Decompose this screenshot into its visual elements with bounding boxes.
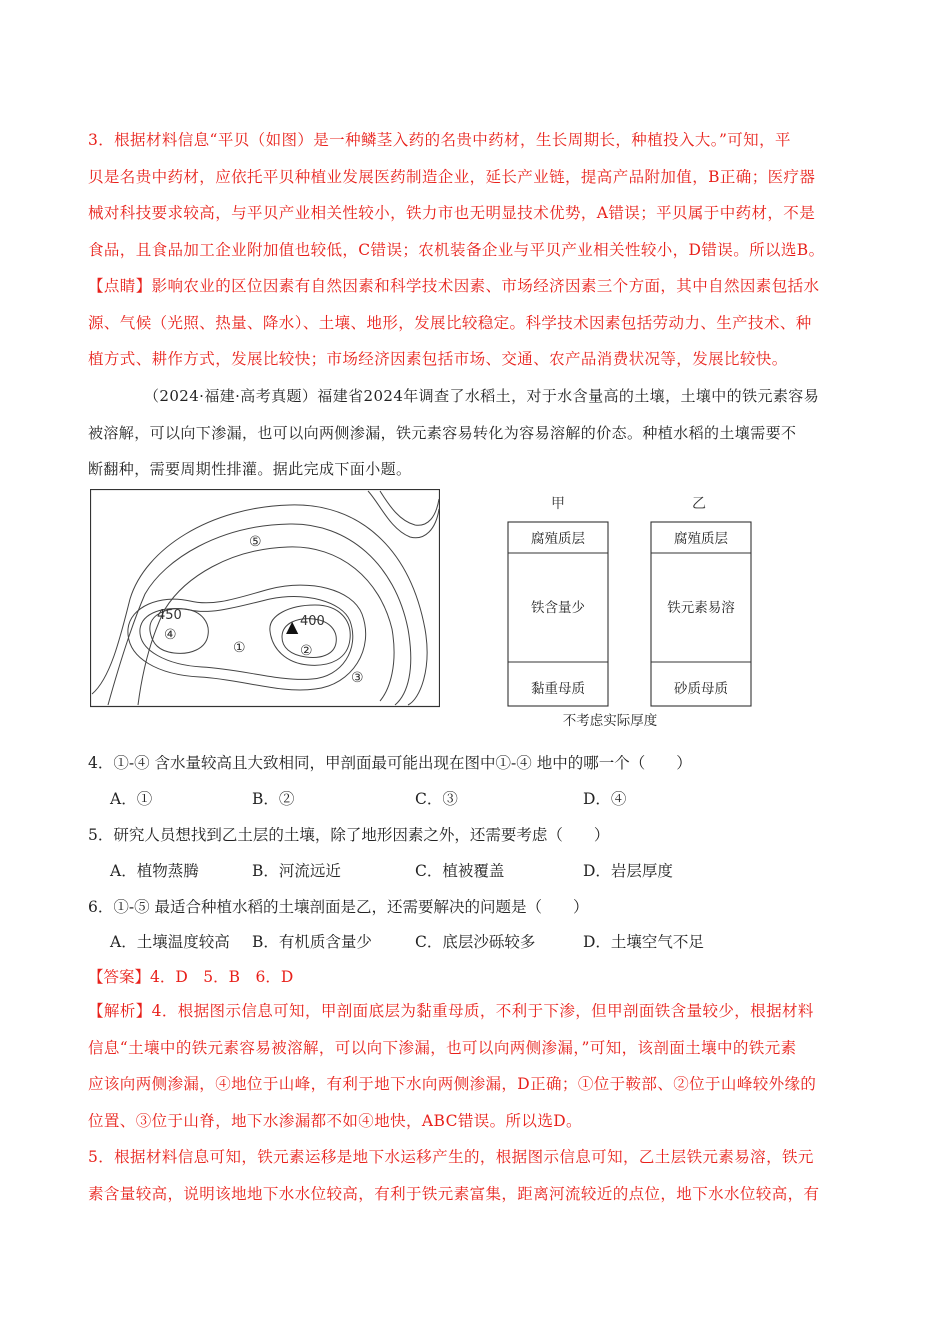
text-line: 3．根据材料信息“平贝（如图）是一种鳞茎入药的名贵中药材，生长周期长，种植投入大。”可知，平	[88, 131, 791, 149]
material-passage	[88, 378, 860, 488]
contour-map	[90, 489, 440, 709]
point-label: ⑤	[249, 534, 262, 550]
question-6-stem: 6．①-⑤ 最适合种植水稻的土壤剖面是乙，还需要解决的问题是（ ）	[88, 898, 589, 916]
text-line: 【点睛】影响农业的区位因素有自然因素和科学技术因素、市场经济因素三个方面，其中自然因素包括水	[88, 277, 820, 295]
option: B．有机质含量少	[252, 933, 372, 951]
point-label: ①	[233, 640, 246, 656]
layer-label: 腐殖质层	[674, 531, 728, 547]
text-line: 被溶解，可以向下渗漏，也可以向两侧渗漏，铁元素容易转化为容易溶解的价态。种植水稻的土壤需要不	[88, 423, 797, 442]
figure-caption: 不考虑实际厚度	[562, 713, 658, 729]
option: D．岩层厚度	[583, 862, 673, 880]
text-line: 应该向两侧渗漏，④地位于山峰，有利于地下水向两侧渗漏，D正确；①位于鞍部、②位于山峰较外缘的	[88, 1075, 817, 1093]
text-line: 【解析】4．根据图示信息可知，甲剖面底层为黏重母质，不利于下渗，但甲剖面铁含量较少，根据材料	[88, 1002, 814, 1020]
text-line: 植方式、耕作方式，发展比较快；市场经济因素包括市场、交通、农产品消费状况等，发展比较快。	[88, 350, 788, 368]
layer-label: 黏重母质	[531, 681, 585, 697]
option: B．②	[252, 790, 295, 808]
answer-line: 【答案】4．D 5．B 6．D	[88, 968, 294, 986]
elevation-label: 450	[157, 608, 182, 623]
option: C．植被覆盖	[415, 862, 505, 880]
text-line: 信息“土壤中的铁元素容易被溶解，可以向下渗漏，也可以向两侧渗漏，”可知，该剖面土壤中的铁元素	[88, 1038, 797, 1057]
explanation-3	[88, 122, 860, 378]
option: D．④	[583, 790, 627, 808]
text-line: 贝是名贵中药材，应依托平贝种植业发展医药制造企业，延长产业链，提高产品附加值，B正确；医疗器	[88, 167, 816, 186]
elevation-label: 400	[300, 614, 325, 629]
text-line: 素含量较高，说明该地地下水水位较高，有利于铁元素富集，距离河流较近的点位，地下水水位较高，有	[88, 1184, 820, 1203]
layer-label: 腐殖质层	[531, 531, 585, 547]
option: A．植物蒸腾	[110, 862, 199, 880]
profile-jia-title: 甲	[551, 496, 565, 512]
soil-profiles	[506, 490, 756, 730]
point-label: ③	[351, 670, 364, 686]
option: C．③	[415, 790, 458, 808]
question-4-stem: 4．①-④ 含水量较高且大致相同，甲剖面最可能出现在图中①-④ 地中的哪一个（ ）	[88, 754, 692, 772]
option: A．土壤温度较高	[110, 933, 230, 951]
point-label: ④	[164, 627, 177, 643]
option: D．土壤空气不足	[583, 933, 704, 951]
question-5-stem: 5．研究人员想找到乙土层的土壤，除了地形因素之外，还需要考虑（ ）	[88, 826, 610, 844]
layer-label: 砂质母质	[674, 681, 728, 697]
text-line: 械对科技要求较高，与平贝产业相关性较小，铁力市也无明显技术优势，A错误；平贝属于中药材，不是	[88, 204, 816, 222]
text-line: 5．根据材料信息可知，铁元素运移是地下水运移产生的，根据图示信息可知，乙土层铁元素易溶，铁元	[88, 1148, 814, 1166]
text-line: 断翻种，需要周期性排灌。据此完成下面小题。	[88, 460, 412, 478]
point-label: ②	[300, 643, 313, 659]
layer-label: 铁元素易溶	[667, 600, 735, 616]
text-line: （2024·福建·高考真题）福建省2024年调查了水稻土，对于水含量高的土壤，土壤中的铁元素容易	[144, 387, 820, 405]
layer-label: 铁含量少	[531, 600, 585, 616]
text-line: 源、气候（光照、热量、降水）、土壤、地形，发展比较稳定。科学技术因素包括劳动力、生产技术、种	[88, 313, 812, 332]
option: C．底层沙砾较多	[415, 933, 536, 951]
option: B．河流远近	[252, 862, 341, 880]
text-line: 位置、③位于山脊，地下水渗漏都不如④地快，ABC错误。所以选D。	[88, 1111, 582, 1130]
analysis	[88, 993, 860, 1212]
option: A．①	[110, 790, 153, 808]
peak-marker: ▲	[286, 617, 299, 636]
text-line: 食品，且食品加工企业附加值也较低，C错误；农机装备企业与平贝产业相关性较小，D错误。所以选B。	[88, 240, 825, 259]
profile-yi-title: 乙	[692, 496, 706, 512]
